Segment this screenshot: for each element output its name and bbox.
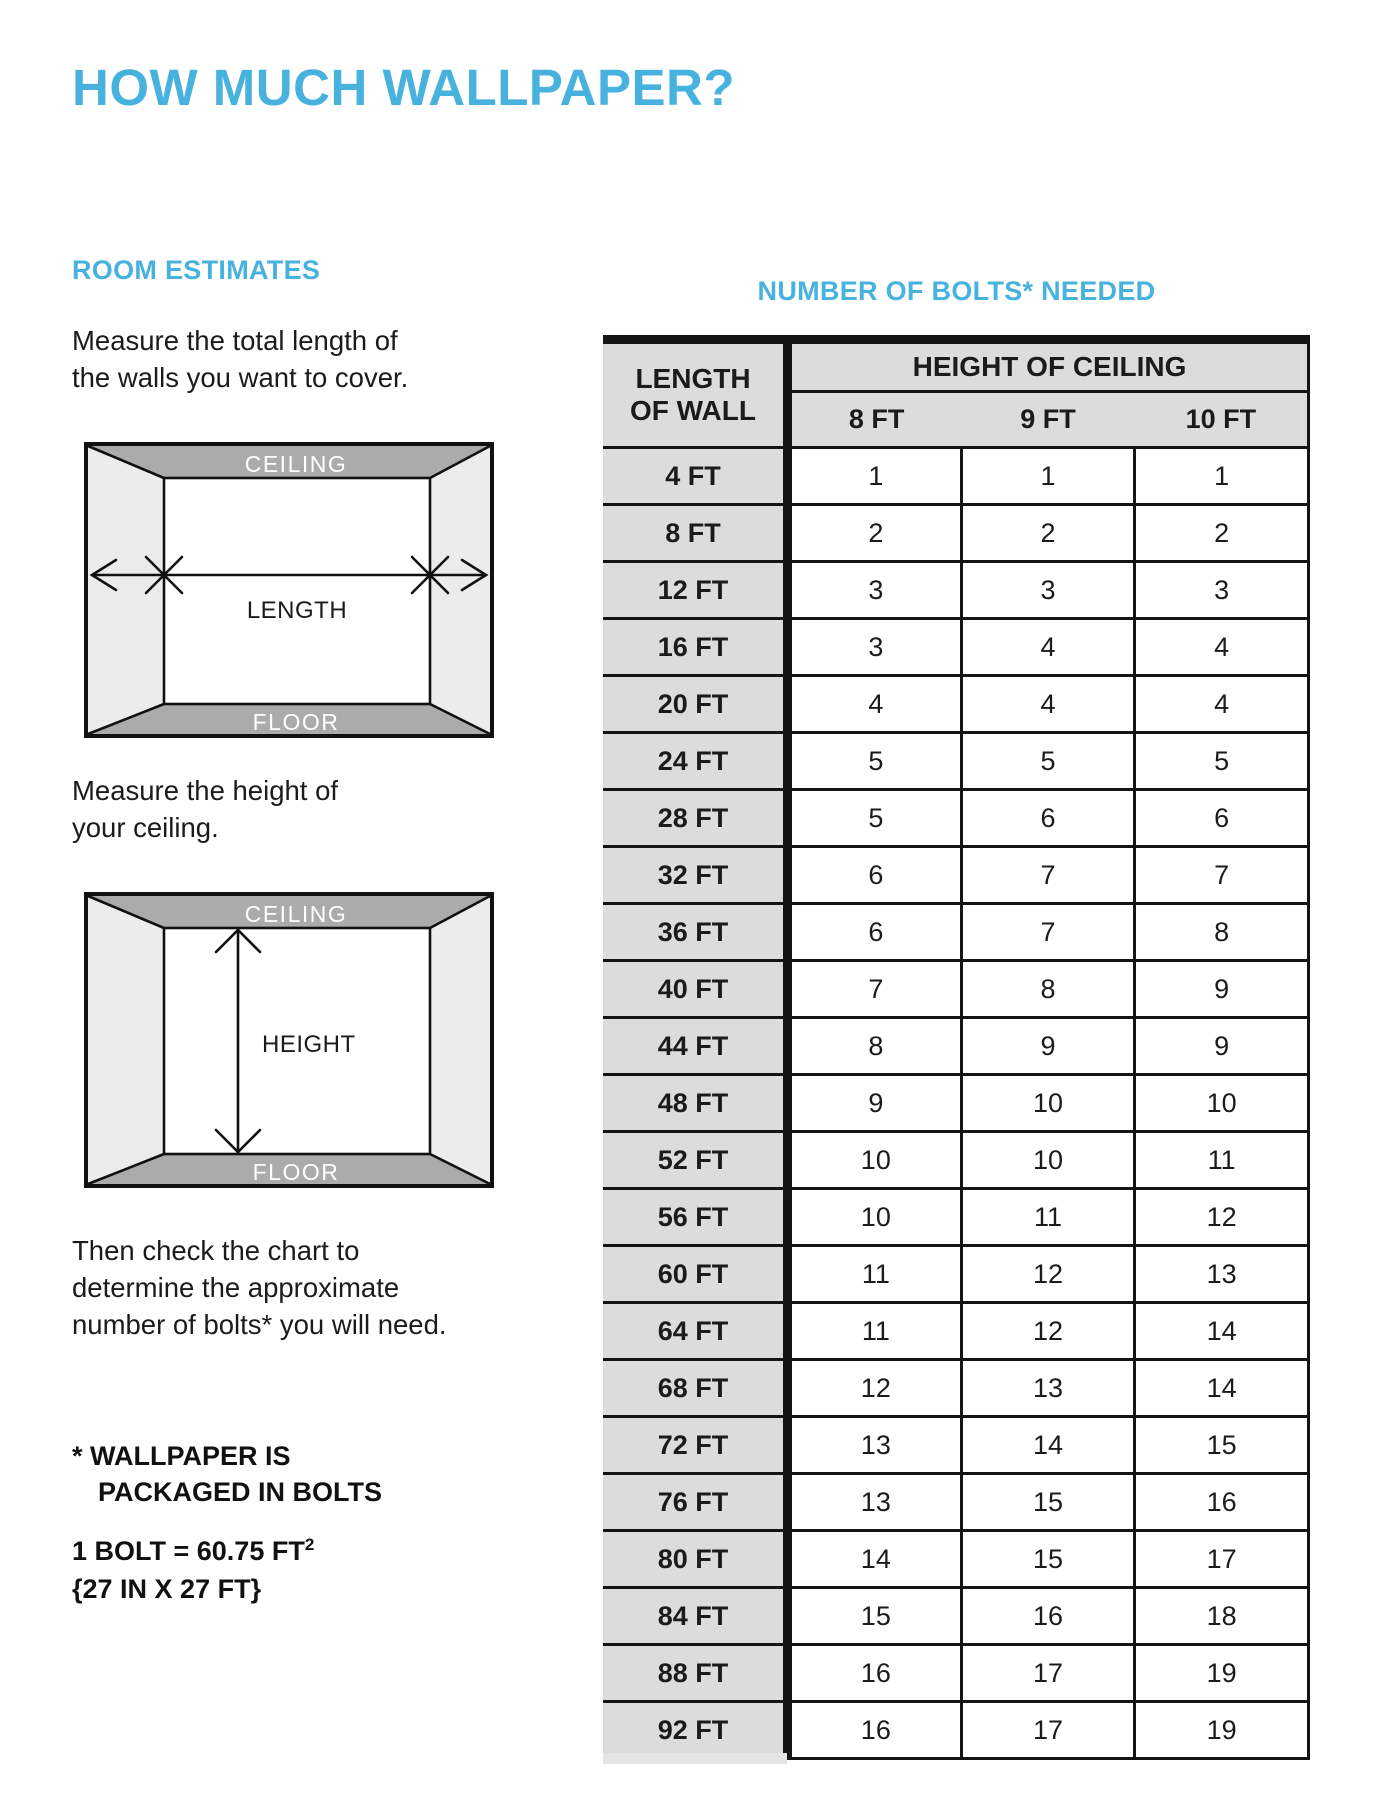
table-row: [603, 1189, 1309, 1246]
bolts-value-cell: 14: [788, 1531, 962, 1588]
table-row: [603, 790, 1309, 847]
bolts-value-cell: 2: [1135, 505, 1309, 562]
table-row: [603, 619, 1309, 676]
bolts-value-cell: 17: [961, 1645, 1135, 1702]
bolts-value-cell: 14: [1135, 1303, 1309, 1360]
instruction-line: determine the approximate: [72, 1272, 400, 1303]
bolts-value-cell: 12: [788, 1360, 962, 1417]
bolts-value-cell: 15: [961, 1474, 1135, 1531]
length-label: LENGTH: [246, 597, 348, 624]
bolts-value-cell: 19: [1135, 1702, 1309, 1759]
wall-length-cell: 60 FT: [603, 1246, 788, 1303]
bolts-value-cell: 16: [961, 1588, 1135, 1645]
bolts-value-cell: 8: [788, 1018, 962, 1075]
bolts-value-cell: 1: [1135, 448, 1309, 505]
table-row: [603, 733, 1309, 790]
table-row: [603, 1474, 1309, 1531]
bolts-value-cell: 13: [1135, 1246, 1309, 1303]
bolts-value-cell: 8: [1135, 904, 1309, 961]
wall-length-cell: 36 FT: [603, 904, 788, 961]
instruction-measure-height: [72, 772, 338, 846]
instruction-measure-length: [72, 322, 408, 396]
bolts-value-cell: 12: [1135, 1189, 1309, 1246]
table-row: [603, 1075, 1309, 1132]
bolts-value-cell: 16: [788, 1645, 962, 1702]
table-row: [603, 904, 1309, 961]
header-line: LENGTH: [635, 363, 751, 394]
bolts-value-cell: 15: [961, 1531, 1135, 1588]
instruction-line: number of bolts* you will need.: [72, 1309, 447, 1340]
table-body: [603, 448, 1309, 1759]
instruction-line: the walls you want to cover.: [72, 362, 409, 393]
table-row: [603, 1246, 1309, 1303]
bolts-value-cell: 3: [961, 562, 1135, 619]
bolts-value-cell: 4: [961, 619, 1135, 676]
header-line: OF WALL: [630, 395, 756, 426]
bolt-equation: [72, 1532, 314, 1570]
bolts-value-cell: 10: [788, 1189, 962, 1246]
instruction-line: your ceiling.: [72, 812, 219, 843]
bolts-value-cell: 5: [788, 790, 962, 847]
bolts-needed-table: [603, 335, 1310, 1760]
table-row: [603, 448, 1309, 505]
bolts-value-cell: 10: [1135, 1075, 1309, 1132]
wall-length-cell: 72 FT: [603, 1417, 788, 1474]
squared-superscript: 2: [304, 1535, 315, 1554]
table-row: [603, 847, 1309, 904]
footnote-line: PACKAGED IN BOLTS: [98, 1477, 383, 1507]
wall-length-cell: 4 FT: [603, 448, 788, 505]
wall-length-cell: 20 FT: [603, 676, 788, 733]
table-row: [603, 1531, 1309, 1588]
floor-label: FLOOR: [252, 709, 340, 735]
wall-length-cell: 24 FT: [603, 733, 788, 790]
bolts-value-cell: 16: [788, 1702, 962, 1759]
bolts-value-cell: 4: [1135, 619, 1309, 676]
bolts-value-cell: 6: [961, 790, 1135, 847]
table-row: [603, 1360, 1309, 1417]
left-wall-shape: [88, 446, 164, 734]
page-title: HOW MUCH WALLPAPER?: [72, 59, 735, 116]
bolts-value-cell: 6: [1135, 790, 1309, 847]
wall-length-cell: 32 FT: [603, 847, 788, 904]
bolts-value-cell: 14: [1135, 1360, 1309, 1417]
ceiling-label: CEILING: [244, 451, 348, 477]
bolts-value-cell: 12: [961, 1246, 1135, 1303]
table-row: [603, 562, 1309, 619]
length-of-wall-header: [603, 340, 788, 448]
footnote-line: * WALLPAPER IS: [72, 1441, 291, 1471]
bolts-value-cell: 11: [1135, 1132, 1309, 1189]
wall-length-cell: 12 FT: [603, 562, 788, 619]
wall-length-cell: 56 FT: [603, 1189, 788, 1246]
wall-length-cell: 84 FT: [603, 1588, 788, 1645]
table-row: [603, 676, 1309, 733]
bolts-value-cell: 13: [961, 1360, 1135, 1417]
bolts-value-cell: 7: [1135, 847, 1309, 904]
bolts-value-cell: 10: [788, 1132, 962, 1189]
wall-length-cell: 8 FT: [603, 505, 788, 562]
bolts-value-cell: 3: [788, 562, 962, 619]
bolts-value-cell: 16: [1135, 1474, 1309, 1531]
wall-length-cell: 48 FT: [603, 1075, 788, 1132]
instruction-line: Measure the total length of: [72, 325, 398, 356]
bolts-value-cell: 10: [961, 1075, 1135, 1132]
table-row: [603, 1132, 1309, 1189]
instruction-line: Measure the height of: [72, 775, 339, 806]
bolt-size-note: [72, 1532, 314, 1608]
bolts-value-cell: 15: [1135, 1417, 1309, 1474]
wall-length-cell: 16 FT: [603, 619, 788, 676]
bolts-value-cell: 5: [961, 733, 1135, 790]
wall-length-cell: 28 FT: [603, 790, 788, 847]
wall-length-cell: 88 FT: [603, 1645, 788, 1702]
wall-length-cell: 64 FT: [603, 1303, 788, 1360]
bolts-value-cell: 18: [1135, 1588, 1309, 1645]
bolts-value-cell: 14: [961, 1417, 1135, 1474]
bolts-value-cell: 4: [1135, 676, 1309, 733]
table-row: [603, 1303, 1309, 1360]
wall-length-cell: 76 FT: [603, 1474, 788, 1531]
bolts-value-cell: 4: [961, 676, 1135, 733]
bolts-value-cell: 11: [788, 1246, 962, 1303]
table-row: [603, 1645, 1309, 1702]
bolts-value-cell: 12: [961, 1303, 1135, 1360]
wall-length-cell: 68 FT: [603, 1360, 788, 1417]
instruction-check-chart: [72, 1232, 447, 1343]
column-header-8ft: 8 FT: [788, 392, 962, 448]
wall-length-cell: 52 FT: [603, 1132, 788, 1189]
table-row: [603, 961, 1309, 1018]
bolts-value-cell: 2: [961, 505, 1135, 562]
right-wall-shape: [430, 446, 490, 734]
bolts-value-cell: 10: [961, 1132, 1135, 1189]
bolts-value-cell: 2: [788, 505, 962, 562]
wall-length-cell: 92 FT: [603, 1702, 788, 1759]
bolts-value-cell: 7: [961, 904, 1135, 961]
bolts-value-cell: 3: [1135, 562, 1309, 619]
table-row: [603, 1018, 1309, 1075]
bolts-value-cell: 1: [961, 448, 1135, 505]
bolts-footnote: [72, 1438, 382, 1510]
bolts-value-cell: 11: [788, 1303, 962, 1360]
table-row: [603, 505, 1309, 562]
bolts-value-cell: 17: [961, 1702, 1135, 1759]
height-of-ceiling-header: HEIGHT OF CEILING: [788, 340, 1309, 392]
wall-length-cell: 40 FT: [603, 961, 788, 1018]
bolts-value-cell: 13: [788, 1474, 962, 1531]
bolts-value-cell: 15: [788, 1588, 962, 1645]
bolts-value-cell: 6: [788, 904, 962, 961]
table-header-row: [603, 340, 1309, 392]
bolts-value-cell: 3: [788, 619, 962, 676]
bolts-value-cell: 7: [961, 847, 1135, 904]
bolts-value-cell: 9: [1135, 1018, 1309, 1075]
room-height-diagram: [84, 892, 494, 1188]
left-wall-shape: [88, 896, 164, 1184]
back-wall-shape: [164, 478, 430, 704]
bolts-value-cell: 6: [788, 847, 962, 904]
bolts-value-cell: 1: [788, 448, 962, 505]
right-wall-shape: [430, 896, 490, 1184]
bolt-dimensions: {27 IN X 27 FT}: [72, 1574, 262, 1604]
wall-length-cell: 44 FT: [603, 1018, 788, 1075]
table-header: [603, 340, 1309, 448]
bolts-value-cell: 5: [1135, 733, 1309, 790]
instruction-line: Then check the chart to: [72, 1235, 360, 1266]
column-header-9ft: 9 FT: [961, 392, 1135, 448]
height-label: HEIGHT: [262, 1031, 356, 1058]
column-header-10ft: 10 FT: [1135, 392, 1309, 448]
bolts-value-cell: 19: [1135, 1645, 1309, 1702]
table-row: [603, 1588, 1309, 1645]
bolts-table-heading: NUMBER OF BOLTS* NEEDED: [757, 276, 1156, 306]
bolts-value-cell: 9: [788, 1075, 962, 1132]
bolts-value-cell: 9: [1135, 961, 1309, 1018]
bolts-value-cell: 8: [961, 961, 1135, 1018]
ceiling-label: CEILING: [244, 901, 348, 927]
table-row: [603, 1417, 1309, 1474]
wall-length-cell: 80 FT: [603, 1531, 788, 1588]
room-length-diagram: [84, 442, 494, 738]
bolts-value-cell: 5: [788, 733, 962, 790]
bolts-value-cell: 17: [1135, 1531, 1309, 1588]
bolts-value-cell: 4: [788, 676, 962, 733]
bolts-value-cell: 9: [961, 1018, 1135, 1075]
floor-label: FLOOR: [252, 1159, 340, 1185]
bolts-value-cell: 7: [788, 961, 962, 1018]
table-left-column-shadow: [603, 1753, 787, 1764]
room-estimates-heading: ROOM ESTIMATES: [72, 255, 321, 285]
table-row: [603, 1702, 1309, 1759]
bolts-value-cell: 13: [788, 1417, 962, 1474]
bolts-value-cell: 11: [961, 1189, 1135, 1246]
bolt-equation-text: 1 BOLT = 60.75 FT: [72, 1536, 305, 1566]
